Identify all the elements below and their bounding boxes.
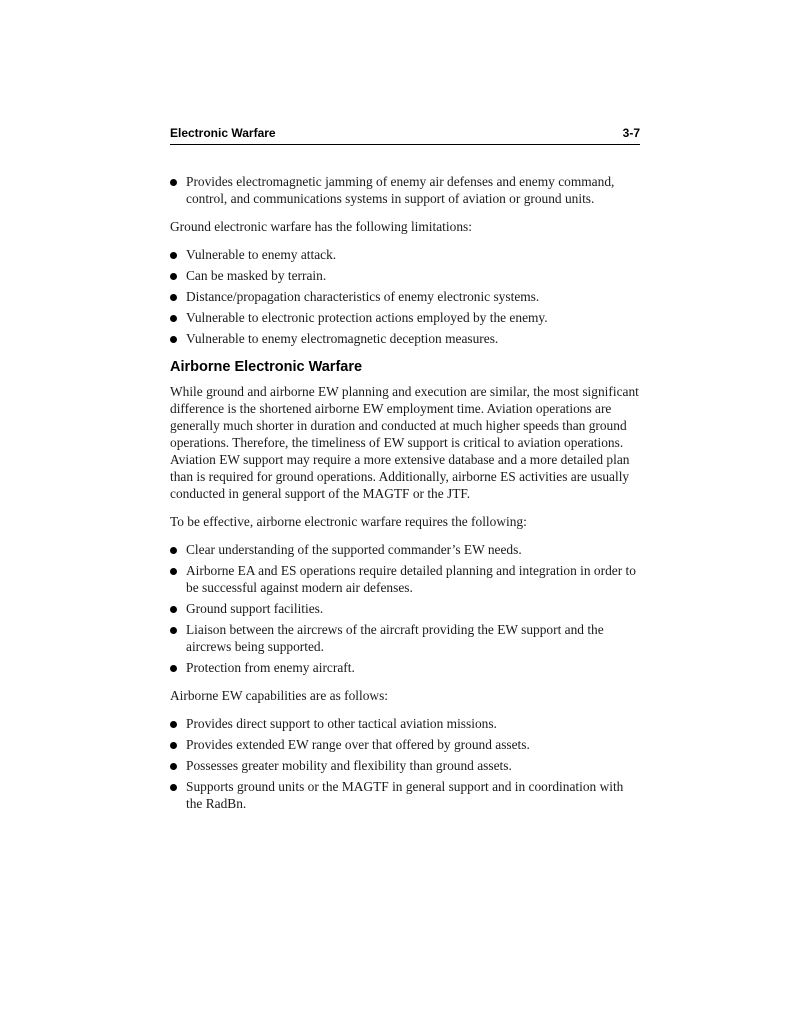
- list-item-text: Possesses greater mobility and flexibility than ground assets.: [186, 758, 512, 773]
- list-item: [170, 267, 640, 284]
- bullet-icon: [170, 763, 177, 770]
- list-item-text: Supports ground units or the MAGTF in general support and in coordination with the RadBn.: [186, 779, 624, 811]
- bullet-icon: [170, 252, 177, 259]
- list-item: [170, 246, 640, 263]
- bullet-icon: [170, 547, 177, 554]
- list-item-text: Protection from enemy aircraft.: [186, 660, 355, 675]
- list-item-text: Airborne EA and ES operations require detailed planning and integration in order to be successful against modern air defenses.: [186, 563, 636, 595]
- bullet-icon: [170, 315, 177, 322]
- list-item: [170, 309, 640, 326]
- list-item-text: Clear understanding of the supported commander’s EW needs.: [186, 542, 522, 557]
- bullet-icon: [170, 294, 177, 301]
- list-item: [170, 757, 640, 774]
- bullet-icon: [170, 179, 177, 186]
- bullet-icon: [170, 784, 177, 791]
- bullet-icon: [170, 336, 177, 343]
- list-item: [170, 715, 640, 732]
- list-item-text: Can be masked by terrain.: [186, 268, 327, 283]
- requirements-list: [170, 541, 640, 676]
- list-item: [170, 659, 640, 676]
- page-body: [170, 173, 640, 823]
- bullet-icon: [170, 627, 177, 634]
- list-item: [170, 562, 640, 596]
- capabilities-list: [170, 715, 640, 812]
- bullet-icon: [170, 273, 177, 280]
- bullet-icon: [170, 568, 177, 575]
- list-item-text: Ground support facilities.: [186, 601, 324, 616]
- bullet-icon: [170, 606, 177, 613]
- bullet-icon: [170, 721, 177, 728]
- list-item-text: Liaison between the aircrews of the aircraft providing the EW support and the aircrews being supported.: [186, 622, 604, 654]
- list-item: [170, 600, 640, 617]
- list-item: [170, 288, 640, 305]
- list-item-text: Distance/propagation characteristics of enemy electronic systems.: [186, 289, 540, 304]
- list-item-text: Vulnerable to enemy electromagnetic deception measures.: [186, 331, 499, 346]
- list-item: [170, 541, 640, 558]
- capabilities-intro: Airborne EW capabilities are as follows:: [170, 688, 389, 703]
- list-item: [170, 621, 640, 655]
- bullet-icon: [170, 742, 177, 749]
- header-rule: [170, 144, 640, 145]
- requirements-intro: To be effective, airborne electronic warfare requires the following:: [170, 514, 527, 529]
- running-header: [170, 126, 640, 144]
- ground-limitations-list: [170, 246, 640, 347]
- list-item-text: Provides direct support to other tactical aviation missions.: [186, 716, 497, 731]
- list-item: [170, 736, 640, 753]
- page-number: 3-7: [622, 126, 640, 140]
- list-item-text: Vulnerable to electronic protection actions employed by the enemy.: [186, 310, 548, 325]
- ground-limitations-intro: Ground electronic warfare has the following limitations:: [170, 219, 472, 234]
- list-item-text: Provides electromagnetic jamming of enemy air defenses and enemy command, control, and communications systems in support of aviation or ground units.: [186, 174, 615, 206]
- header-title: Electronic Warfare: [170, 126, 276, 140]
- section-heading: Airborne Electronic Warfare: [170, 359, 363, 375]
- list-item-text: Vulnerable to enemy attack.: [186, 247, 337, 262]
- list-item: [170, 330, 640, 347]
- list-item: [170, 778, 640, 812]
- list-item: [170, 173, 640, 207]
- bullet-icon: [170, 665, 177, 672]
- intro-bullet-list: [170, 173, 640, 207]
- airborne-paragraph: While ground and airborne EW planning and execution are similar, the most significant difference is the shortened airborne EW employment time. Aviation operations are generally much shorter in duration and conducted at much higher speeds than ground operations. Therefore, the timeliness of EW support is critical to aviation operations. Aviation EW support may require a more extensive database and a more detailed plan than is required for ground operations. Additionally, airborne ES activities are usually conducted in general support of the MAGTF or the JTF.: [170, 384, 639, 501]
- list-item-text: Provides extended EW range over that offered by ground assets.: [186, 737, 530, 752]
